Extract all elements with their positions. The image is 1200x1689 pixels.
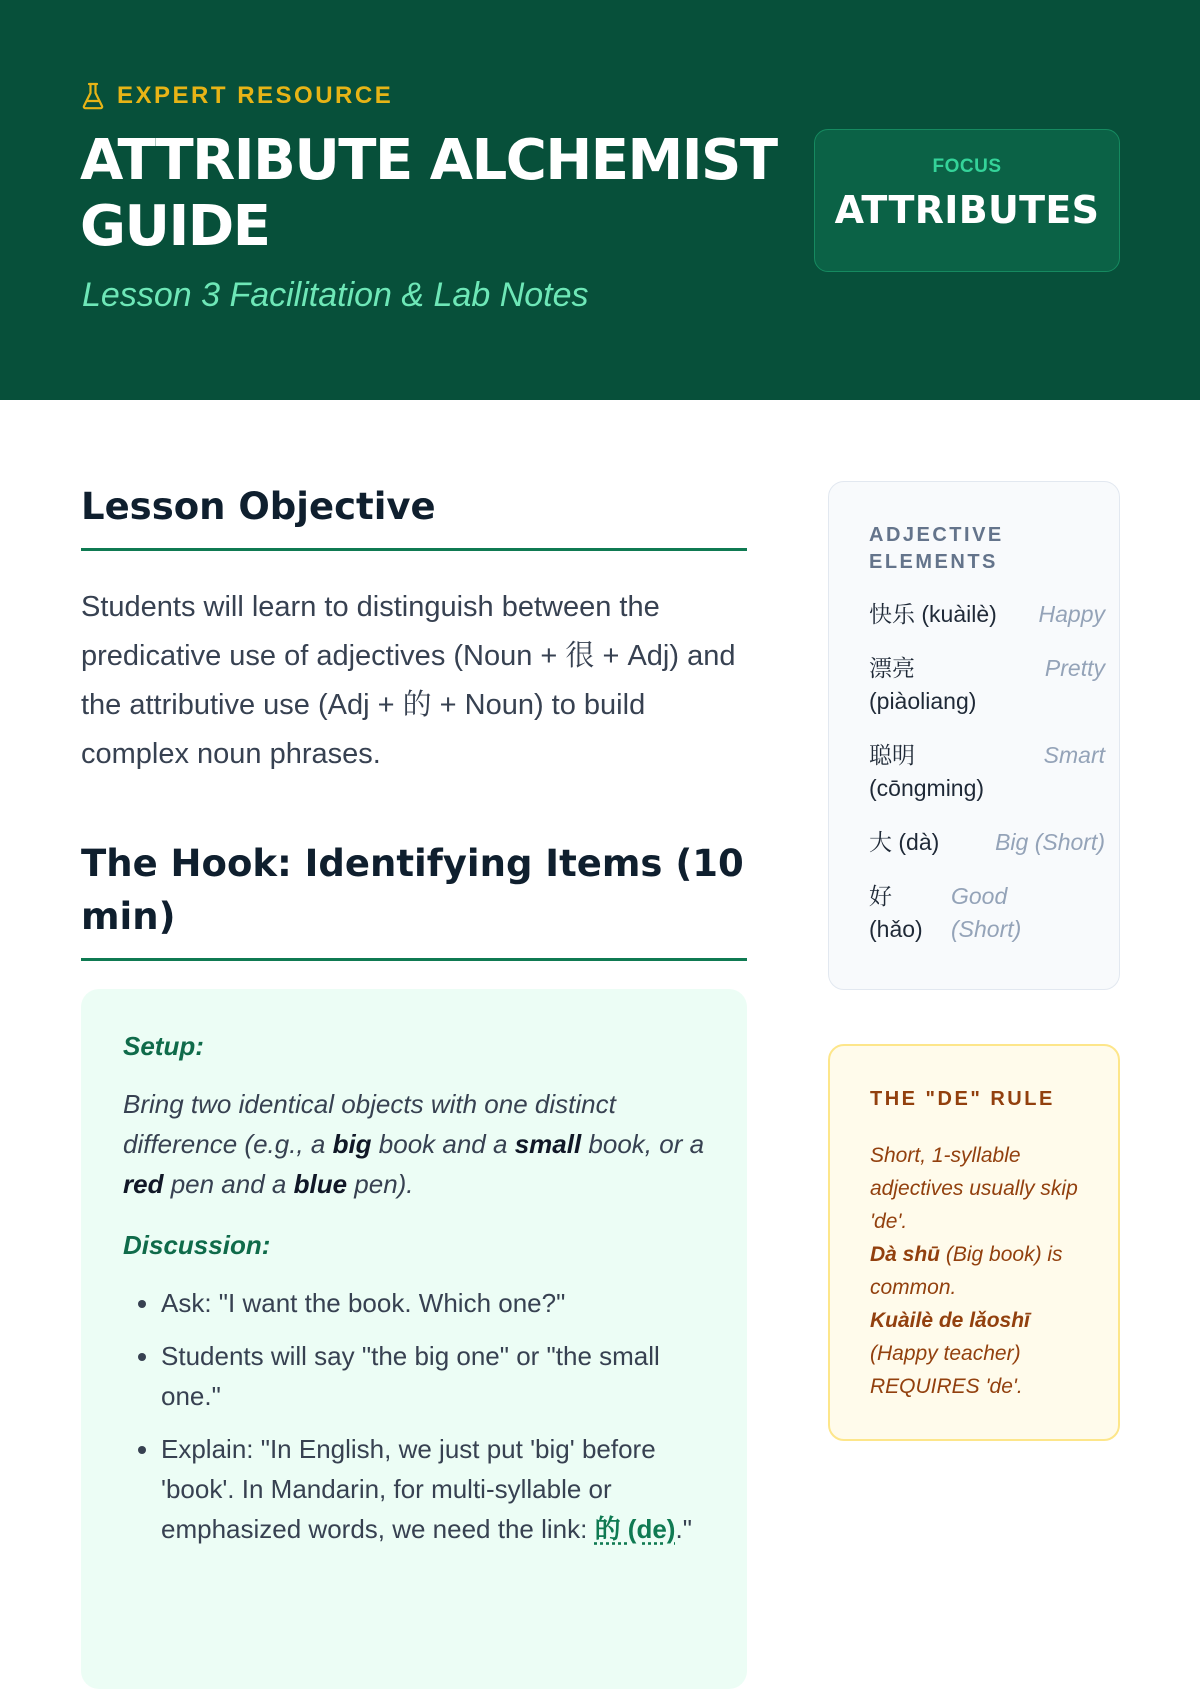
hook-heading: The Hook: Identifying Items (10 min) <box>81 837 747 961</box>
list-item: • Students will say "the big one" or "the small one." <box>161 1336 707 1416</box>
elements-heading: ADJECTIVE ELEMENTS <box>869 524 1004 573</box>
setup-label: Setup: <box>123 1031 204 1061</box>
elements-list <box>869 598 1105 946</box>
element-term: 漂亮 (piàoliang) <box>869 655 977 714</box>
adjective-elements-card <box>828 481 1120 990</box>
list-item <box>869 739 1105 805</box>
element-meaning: Big (Short) <box>995 829 1105 855</box>
eyebrow <box>81 82 393 110</box>
element-term: 大 (dà) <box>869 829 940 855</box>
de-rule-heading: THE "DE" RULE <box>870 1088 1055 1110</box>
objective-heading: Lesson Objective <box>81 480 747 551</box>
objective-text: Students will learn to distinguish between the predicative use of adjectives (Noun + 很 + Adj) and the attributive use (Adj + 的 + Noun) to build complex noun phrases. <box>81 591 736 770</box>
focus-label: FOCUS <box>932 156 1002 177</box>
hero-banner <box>0 0 1200 400</box>
list-item <box>869 826 1105 859</box>
eyebrow-label: EXPERT RESOURCE <box>117 82 394 109</box>
discussion-label: Discussion: <box>123 1230 271 1260</box>
page-title <box>80 128 800 260</box>
discussion-list <box>123 1283 707 1549</box>
page-subtitle: Lesson 3 Facilitation & Lab Notes <box>82 276 589 314</box>
list-item <box>869 880 1105 946</box>
element-meaning: Smart <box>1043 742 1105 768</box>
list-item: • Explain: "In English, we just put 'big' before 'book'. In Mandarin, for multi-syllable or emphasized words, we need the link: 的 (de)." <box>161 1429 707 1549</box>
focus-value: ATTRIBUTES <box>834 188 1100 232</box>
element-meaning: Pretty <box>1044 655 1105 681</box>
main-content <box>81 480 747 1689</box>
title-line-2: GUIDE <box>80 194 270 259</box>
focus-badge <box>814 129 1120 272</box>
de-rule-text: Short, 1-syllable adjectives usually skip 'de'. Dà shū (Big book) is common. Kuàilè de lǎoshī (Happy teacher) REQUIRES 'de'. <box>870 1144 1078 1398</box>
de-rule-card <box>828 1044 1120 1441</box>
list-item <box>869 652 1105 718</box>
element-term: 好 (hǎo) <box>869 883 923 942</box>
setup-text: Bring two identical objects with one distinct difference (e.g., a big book and a small book, or a red pen and a blue pen). <box>123 1089 705 1199</box>
flask-icon <box>81 82 105 110</box>
list-item: • Ask: "I want the book. Which one?" <box>161 1283 707 1323</box>
hook-callout <box>81 989 747 1689</box>
element-meaning: Happy <box>1038 601 1105 627</box>
element-term: 聪明 (cōngming) <box>869 742 985 801</box>
element-meaning: Good (Short) <box>951 883 1022 942</box>
title-line-1: ATTRIBUTE ALCHEMIST <box>80 128 777 193</box>
de-link[interactable]: 的 (de) <box>594 1514 676 1544</box>
list-item <box>869 598 1105 631</box>
element-term: 快乐 (kuàilè) <box>869 601 997 627</box>
